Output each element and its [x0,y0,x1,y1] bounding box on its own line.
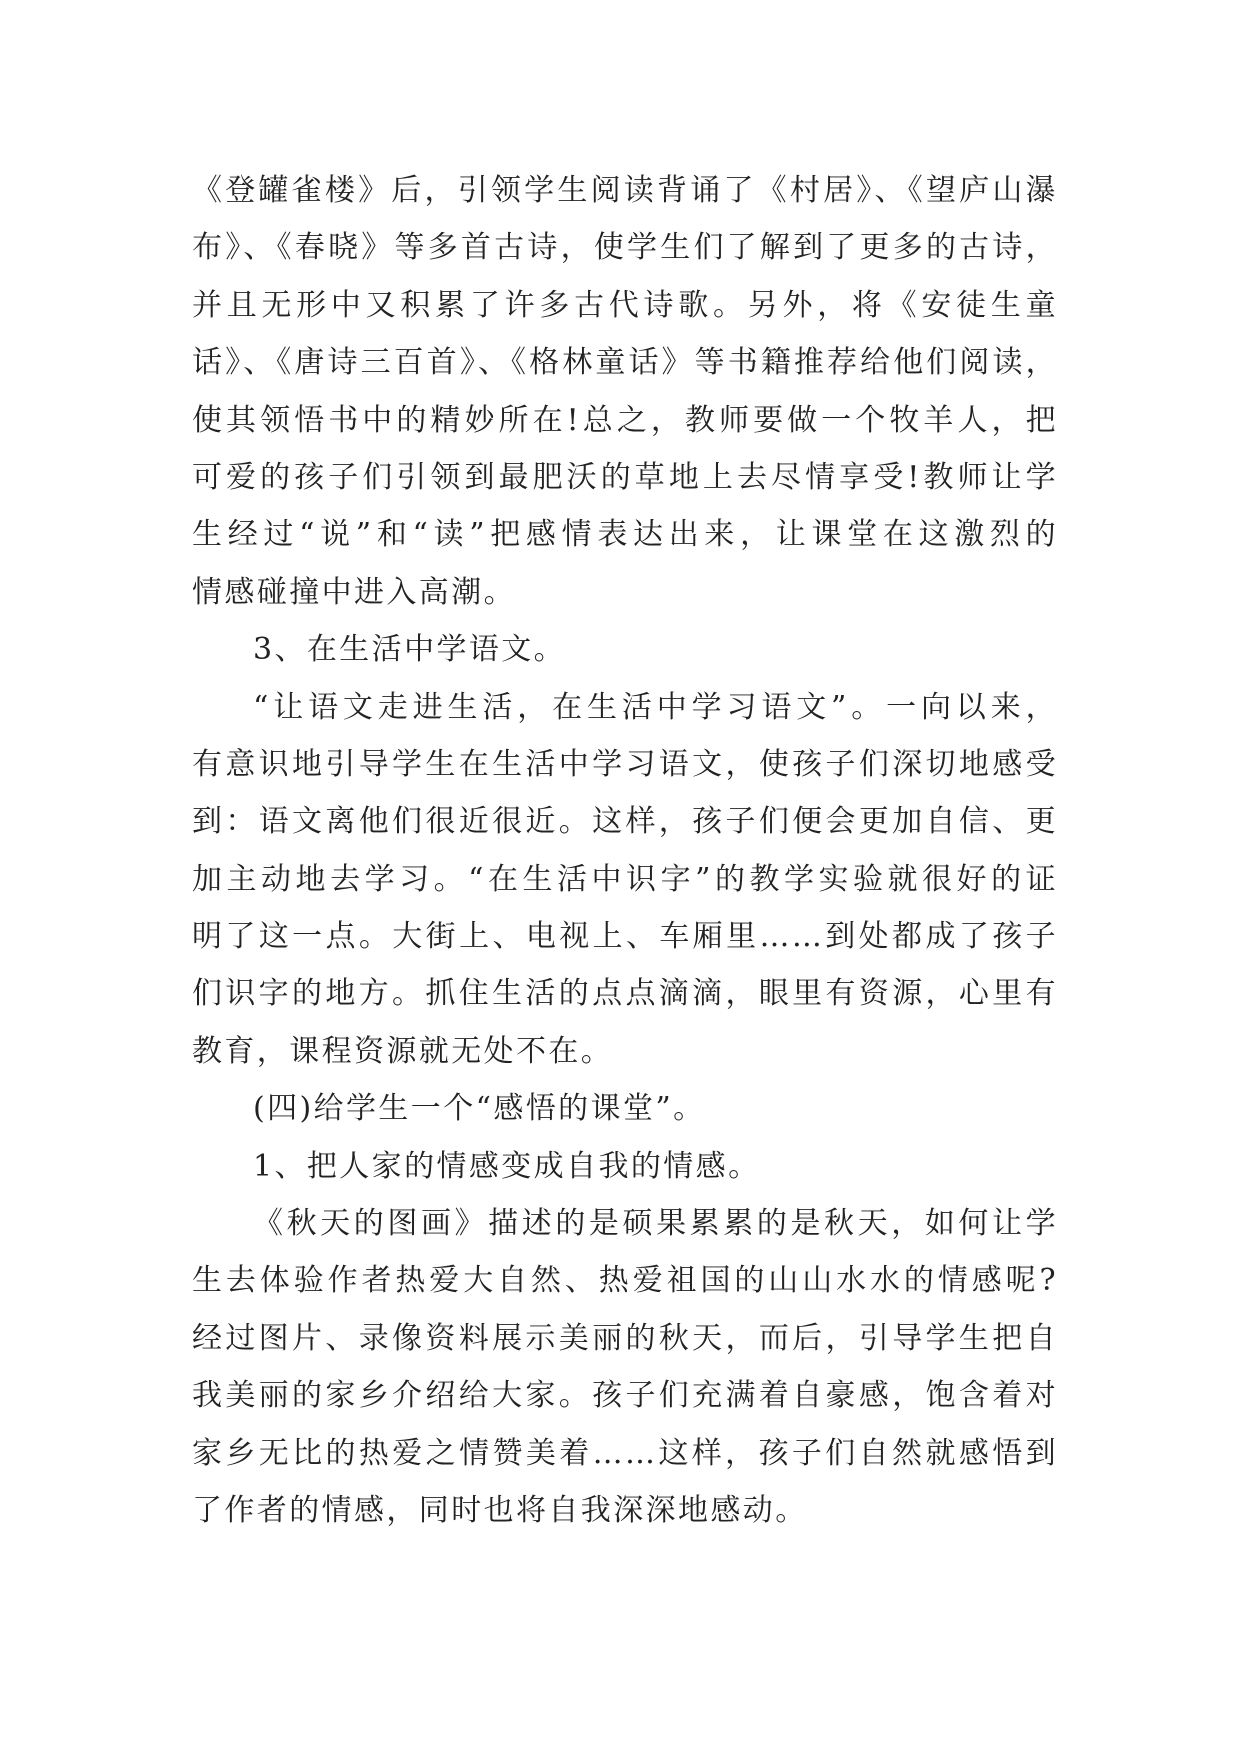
text-line: 经过图片、录像资料展示美丽的秋天，而后，引导学生把自 [192,1320,1058,1356]
text-line: 并且无形中又积累了许多古代诗歌。另外，将《安徒生童 [192,287,1058,323]
text-line: 《登罐雀楼》后，引领学生阅读背诵了《村居》、《望庐山瀑 [192,173,1058,208]
text-line: 3、在生活中学语文。 [253,632,567,668]
text-line: 使其领悟书中的精妙所在!总之，教师要做一个牧羊人，把 [192,402,1058,438]
text-line: 布》、《春晓》等多首古诗，使学生们了解到了更多的古诗， [192,230,1058,266]
text-line: 话》、《唐诗三百首》、《格林童话》等书籍推荐给他们阅读， [192,345,1058,381]
text-line: (四)给学生一个“感悟的课堂”。 [253,1091,706,1127]
text-line: 情感碰撞中进入高潮。 [192,574,516,610]
text-line: 家乡无比的热爱之情赞美着……这样，孩子们自然就感悟到 [192,1435,1058,1471]
text-line: 到：语文离他们很近很近。这样，孩子们便会更加自信、更 [192,804,1058,840]
text-line: 生去体验作者热爱大自然、热爱祖国的山山水水的情感呢? [192,1263,1058,1299]
text-line: 了作者的情感，同时也将自我深深地感动。 [192,1492,808,1528]
text-line: 可爱的孩子们引领到最肥沃的草地上去尽情享受!教师让学 [192,459,1058,495]
text-line: 1、把人家的情感变成自我的情感。 [253,1148,761,1184]
text-line: 有意识地引导学生在生活中学习语文，使孩子们深切地感受 [192,746,1058,782]
text-line: “让语文走进生活，在生活中学习语文”。一向以来， [253,689,1058,725]
text-line: 生经过“说”和“读”把感情表达出来，让课堂在这激烈的 [192,517,1058,553]
text-line: 加主动地去学习。“在生活中识字”的教学实验就很好的证 [192,861,1058,897]
text-line: 明了这一点。大街上、电视上、车厢里……到处都成了孩子 [192,919,1058,955]
text-line: 《秋天的图画》描述的是硕果累累的是秋天，如何让学 [253,1206,1058,1242]
text-line: 我美丽的家乡介绍给大家。孩子们充满着自豪感，饱含着对 [192,1378,1058,1414]
text-line: 教育，课程资源就无处不在。 [192,1033,614,1069]
text-line: 们识字的地方。抓住生活的点点滴滴，眼里有资源，心里有 [192,976,1058,1012]
document-body [192,162,1058,1539]
